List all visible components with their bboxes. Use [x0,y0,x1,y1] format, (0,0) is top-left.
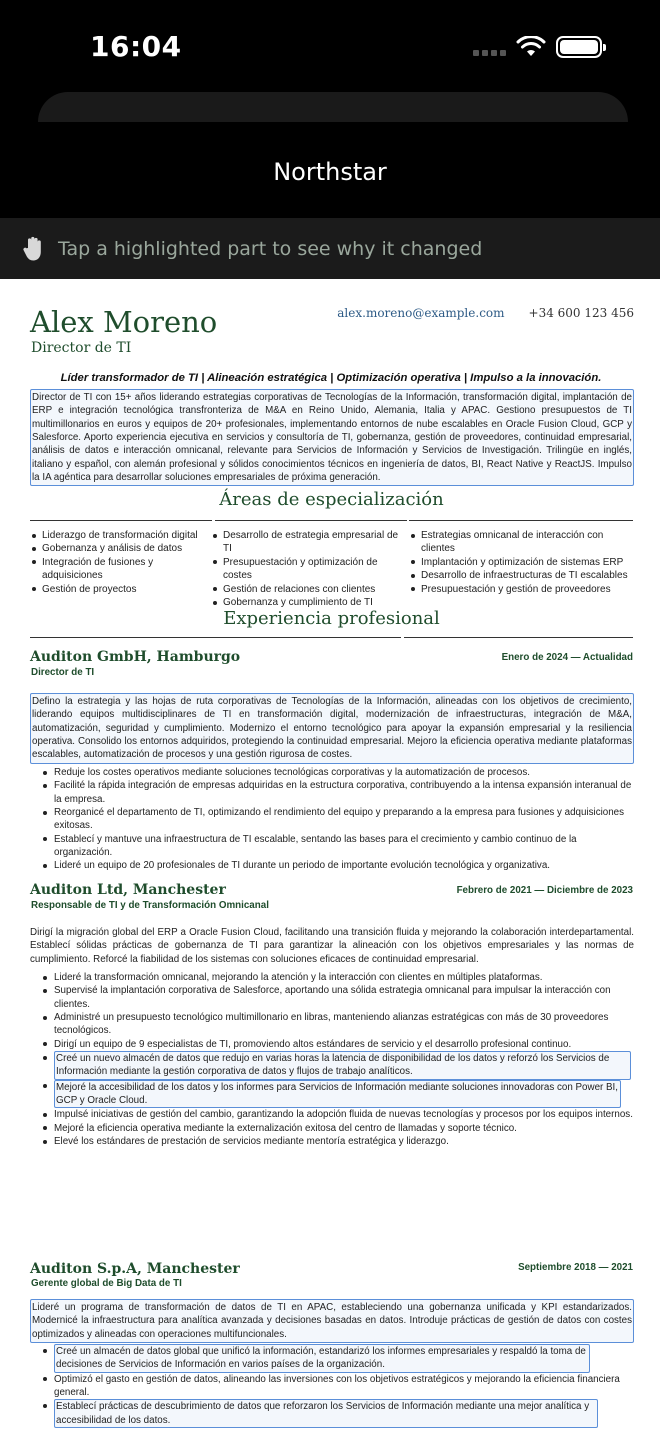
bullet-item: Supervisé la implantación corporativa de Salesforce, aportando una sólida estrategia omnicanal para impulsar la interacción con clientes. [30,984,634,1011]
bullet-item-highlight[interactable] [30,1080,634,1109]
bullet-item-highlight[interactable] [30,1399,634,1428]
status-icons [473,36,602,58]
bullet-item: Impulsé iniciativas de gestión del cambio, garantizando la adopción fluida de nuevas tecnologías y procesos por los equipos internos. [30,1108,634,1121]
bullet-highlight-text[interactable]: Establecí prácticas de descubrimiento de datos que reforzaron los Servicios de Información mediante una mejor analítica y accesibilidad de los datos. [54,1399,598,1428]
hint-text: Tap a highlighted part to see why it changed [58,237,483,260]
skills-column [409,529,631,609]
status-time: 16:04 [90,30,182,63]
resume-document [0,279,660,1434]
divider [409,520,633,521]
skill-item: Gestión de relaciones con clientes [211,583,409,596]
job-title: Director de TI [31,667,95,678]
job-dates: Septiembre 2018 — 2021 [518,1262,633,1273]
resume-name: Alex Moreno [30,305,218,339]
resume-role: Director de TI [31,340,132,356]
skills-grid [30,529,634,609]
divider [30,520,212,521]
skill-item: Liderazgo de transformación digital [30,529,211,542]
job-title: Gerente global de Big Data de TI [31,1278,182,1289]
job-summary-highlight[interactable]: Defino la estrategia y las hojas de ruta corporativas de Tecnologías de la Información, alineadas con los objetivos de crecimiento, liderando equipos multidisciplinares de TI en transformación digital, modernización de infraestructuras, integración de M&A, automatización, seguridad y cumplimiento. Modernizo el entorno tecnológico para apoyar la expansión empresarial y la resiliencia operativa. Consolido los entornos adquiridos, protegiendo la continuidad empresarial. Mejoro la eficiencia operativa mediante plataformas escalables, automatización de procesos y una gestión rigurosa de costes. [30,693,634,764]
bullet-item: Elevé los estándares de prestación de servicios mediante mentoría estratégica y liderazgo. [30,1135,634,1148]
job-bullets [30,971,634,1148]
skill-item: Presupuestación y gestión de proveedores [409,583,631,596]
sheet-edge [38,92,628,122]
job-summary-highlight[interactable]: Lideré un programa de transformación de datos de TI en APAC, estableciendo una gobernanza unificada y KPI estandarizados. Modernicé la infraestructura para analítica avanzada y decisiones basadas en datos. Introduje prácticas de gestión de datos con costes optimizados y alineadas con operaciones multifuncionales. [30,1299,634,1343]
bullet-item: Establecí y mantuve una infraestructura de TI escalable, sentando las bases para el crecimiento y cambio continuo de la organización. [30,833,634,860]
job-dates: Enero de 2024 — Actualidad [501,652,633,663]
divider [404,637,633,638]
skill-item: Estrategias omnicanal de interacción con clientes [409,529,631,556]
bullet-highlight-text[interactable]: Mejoré la accesibilidad de los datos y los informes para Servicios de Información mediante soluciones innovadoras con Power BI, GCP y Oracle Cloud. [54,1080,621,1109]
top-bar [0,0,660,218]
job-summary: Dirigí la migración global del ERP a Oracle Fusion Cloud, facilitando una transición fluida y mejorando la colaboración interdepartamental. Establecí sólidas prácticas de gobernanza de TI para garantizar la alineación con los objetivos empresariales y las normas de cumplimiento. Reforcé la fiabilidad de los sistemas con soluciones eficaces de continuidad empresarial. [30,927,634,965]
bullet-item: Reorganicé el departamento de TI, optimizando el rendimiento del equipo y preparando a la empresa para fusiones y adquisiciones exitosas. [30,806,634,833]
skills-column [211,529,409,609]
summary-highlight[interactable]: Director de TI con 15+ años liderando estrategias corporativas de Tecnologías de la Información, transformación digital, implantación de ERP e integración tecnológica transfronteriza de M&A en Reino Unido, Alemania, Italia y APAC. Gestiono presupuestos de TI multimillonarios en euros y equipos de 20+ profesionales, implementando entornos de nube escalables en Oracle Fusion Cloud, GCP y Salesforce. Aporto experiencia ejecutiva en servicios y consultoría de TI, gobernanza, gestión de proveedores, continuidad empresarial, análisis de datos e interacción omnicanal, relevante para Servicios de Información y Servicios de Investigación. Trilingüe en inglés, italiano y español, con alemán profesional y sólidos conocimientos técnicos en ingeniería de datos, BI, React Native y ReactJS. Impulso la IA agéntica para desarrollar soluciones empresariales de próxima generación. [30,389,634,486]
skill-item: Gobernanza y análisis de datos [30,542,211,555]
skill-item: Gobernanza y cumplimiento de TI [211,596,409,609]
skill-item: Desarrollo de estrategia empresarial de TI [211,529,409,556]
bullet-highlight-text[interactable]: Creé un almacén de datos global que unificó la información, estandarizó los informes empresariales y respaldó la toma de decisiones de Servicios de Información en varios países de la organización. [54,1344,590,1373]
bullet-item: Mejoré la eficiencia operativa mediante la externalización exitosa del centro de llamadas y soporte técnico. [30,1122,634,1135]
divider [30,637,401,638]
contact-info [337,306,634,320]
hand-pointer-icon [22,236,44,262]
bullet-item: Dirigí un equipo de 9 especialistas de TI, promoviendo altos estándares de servicio y el desarrollo profesional continuo. [30,1038,634,1051]
bullet-item: Lideré un equipo de 20 profesionales de TI durante un periodo de importante evolución tecnológica y organizativa. [30,859,634,872]
bullet-item-highlight[interactable] [30,1051,634,1080]
skill-item: Gestión de proyectos [30,583,211,596]
skills-title: Áreas de especialización [219,489,444,510]
bullet-item: Optimizó el gasto en gestión de datos, alineando las inversiones con los objetivos estratégicos y mejorando la eficiencia financiera general. [30,1373,634,1400]
experience-title: Experiencia profesional [223,608,440,629]
job-company: Auditon GmbH, Hamburgo [30,649,241,665]
skill-item: Integración de fusiones y adquisiciones [30,556,211,583]
job-bullets [30,1344,634,1428]
battery-icon [556,36,602,58]
bullet-item: Facilité la rápida integración de empresas adquiridas en la estructura corporativa, contribuyendo a la intensa expansión interanual de la empresa. [30,779,634,806]
job-company: Auditon Ltd, Manchester [30,882,226,898]
email-link[interactable]: alex.moreno@example.com [337,306,505,320]
skill-item: Implantación y optimización de sistemas ERP [409,556,631,569]
app-title: Northstar [273,158,387,186]
job-company: Auditon S.p.A, Manchester [30,1261,240,1277]
tagline: Líder transformador de TI | Alineación estratégica | Optimización operativa | Impulso a la innovación. [60,372,602,384]
bullet-item: Administré un presupuesto tecnológico multimillonario en libras, manteniendo alianzas estratégicas con más de 30 proveedores tecnológicos. [30,1011,634,1038]
bullet-item: Reduje los costes operativos mediante soluciones tecnológicas corporativas y la automatización de procesos. [30,766,634,779]
bullet-item: Lideré la transformación omnicanal, mejorando la atención y la interacción con clientes en múltiples plataformas. [30,971,634,984]
skill-item: Presupuestación y optimización de costes [211,556,409,583]
skill-item: Desarrollo de infraestructuras de TI escalables [409,569,631,582]
job-dates: Febrero de 2021 — Diciembre de 2023 [456,885,633,896]
skills-column [30,529,211,609]
phone-number: +34 600 123 456 [528,306,634,320]
bullet-item-highlight[interactable] [30,1344,634,1373]
divider [215,520,407,521]
wifi-icon [516,36,546,58]
hint-bar [0,218,660,279]
bullet-highlight-text[interactable]: Creé un nuevo almacén de datos que redujo en varias horas la latencia de disponibilidad de los datos y reforzó los Servicios de Información mediante la gestión corporativa de datos y flujos de trabajo analíticos. [54,1051,631,1080]
cellular-signal-icon [473,38,506,56]
job-bullets [30,766,634,873]
job-title: Responsable de TI y de Transformación Omnicanal [31,900,269,911]
